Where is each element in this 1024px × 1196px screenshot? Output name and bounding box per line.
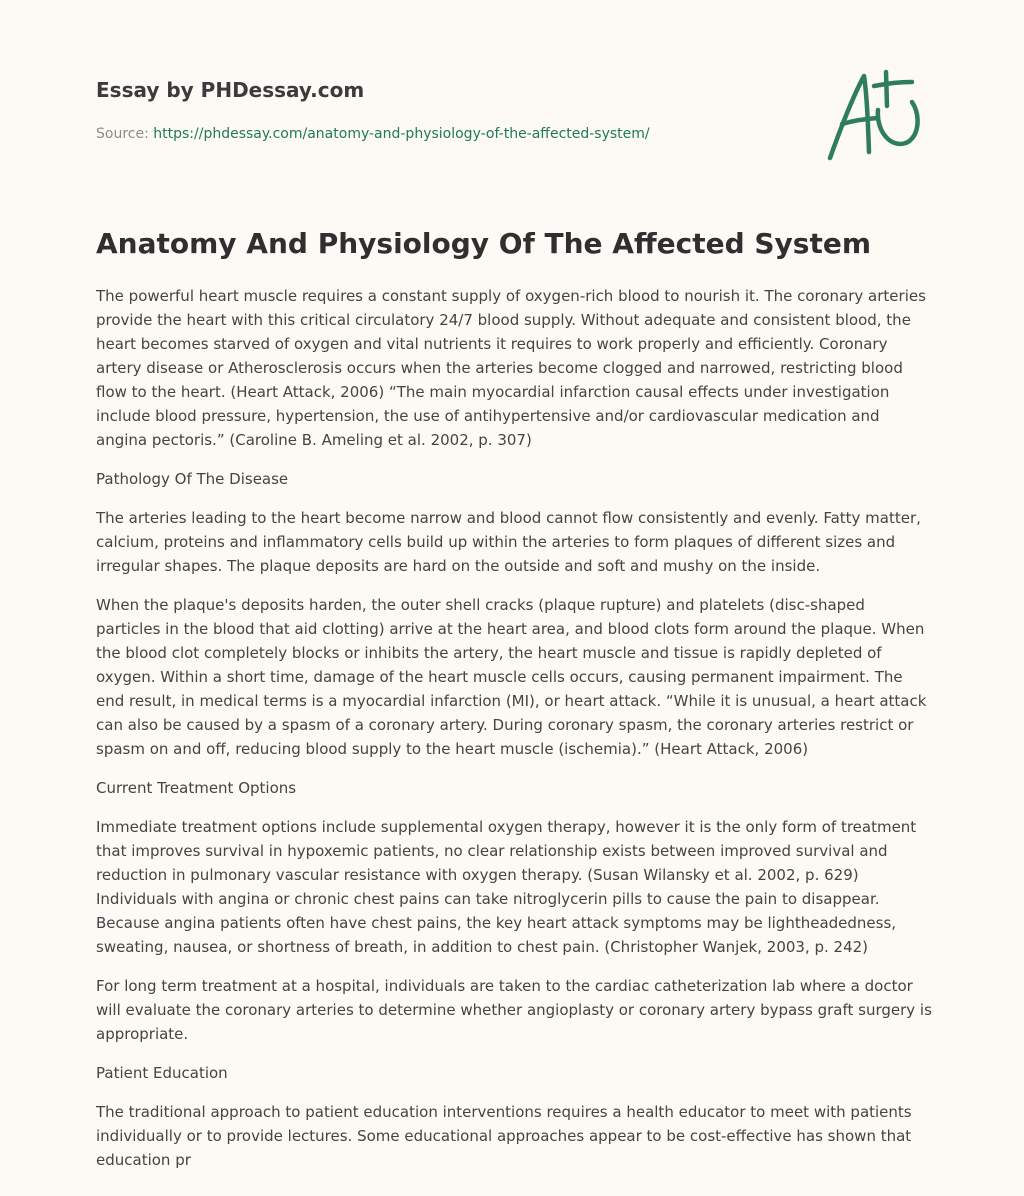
- body-paragraph: The arteries leading to the heart become narrow and blood cannot flow consistently and evenly. Fatty matter, calcium, proteins and inflammatory cells build up within the arteries to form plaques of different sizes and irregular shapes. The plaque deposits are hard on the outside and soft and mushy on the inside.: [96, 509, 921, 575]
- a-plus-logo-icon: [822, 68, 928, 164]
- section-heading: Patient Education: [96, 1064, 228, 1082]
- page-header: [96, 76, 936, 144]
- source-line: [96, 124, 936, 144]
- body-paragraph: The traditional approach to patient education interventions requires a health educator to meet with patients individually or to provide lectures. Some educational approaches appear to be cost-effective has shown that education pr: [96, 1103, 912, 1169]
- site-brand: Essay by PHDessay.com: [96, 78, 365, 102]
- source-link[interactable]: https://phdessay.com/anatomy-and-physiology-of-the-affected-system/: [153, 126, 650, 142]
- body-paragraph: Immediate treatment options include supplemental oxygen therapy, however it is the only form of treatment that improves survival in hypoxemic patients, no clear relationship exists between improved survival and reduction in pulmonary vascular resistance with oxygen therapy. (Susan Wilansky et al. 2002, p. 629) Individuals with angina or chronic chest pains can take nitroglycerin pills to cause the pain to disappear. Because angina patients often have chest pains, the key heart attack symptoms may be lightheadedness, sweating, nausea, or shortness of breath, in addition to chest pain. (Christopher Wanjek, 2003, p. 242): [96, 818, 917, 956]
- section-heading: Pathology Of The Disease: [96, 470, 289, 488]
- body-paragraph: For long term treatment at a hospital, individuals are taken to the cardiac catheterization lab where a doctor will evaluate the coronary arteries to determine whether angioplasty or coronary artery bypass graft surgery is appropriate.: [96, 977, 932, 1043]
- essay-body: [96, 284, 932, 1187]
- source-label: Source:: [96, 126, 154, 142]
- essay-title: Anatomy And Physiology Of The Affected System: [96, 227, 872, 260]
- body-paragraph: The powerful heart muscle requires a constant supply of oxygen-rich blood to nourish it. The coronary arteries provide the heart with this critical circulatory 24/7 blood supply. Without adequate and consistent blood, the heart becomes starved of oxygen and vital nutrients it requires to work properly and efficiently. Coronary artery disease or Atherosclerosis occurs when the arteries become clogged and narrowed, restricting blood flow to the heart. (Heart Attack, 2006) “The main myocardial infarction causal effects under investigation include blood pressure, hypertension, the use of antihypertensive and/or cardiovascular medication and angina pectoris.” (Caroline B. Ameling et al. 2002, p. 307): [96, 287, 926, 449]
- section-heading: Current Treatment Options: [96, 779, 297, 797]
- body-paragraph: When the plaque's deposits harden, the outer shell cracks (plaque rupture) and platelets (disc-shaped particles in the blood that aid clotting) arrive at the heart area, and blood clots form around the plaque. When the blood clot completely blocks or inhibits the artery, the heart muscle and tissue is rapidly depleted of oxygen. Within a short time, damage of the heart muscle cells occurs, causing permanent impairment. The end result, in medical terms is a myocardial infarction (MI), or heart attack. “While it is unusual, a heart attack can also be caused by a spasm of a coronary artery. During coronary spasm, the coronary arteries restrict or spasm on and off, reducing blood supply to the heart muscle (ischemia).” (Heart Attack, 2006): [96, 596, 927, 758]
